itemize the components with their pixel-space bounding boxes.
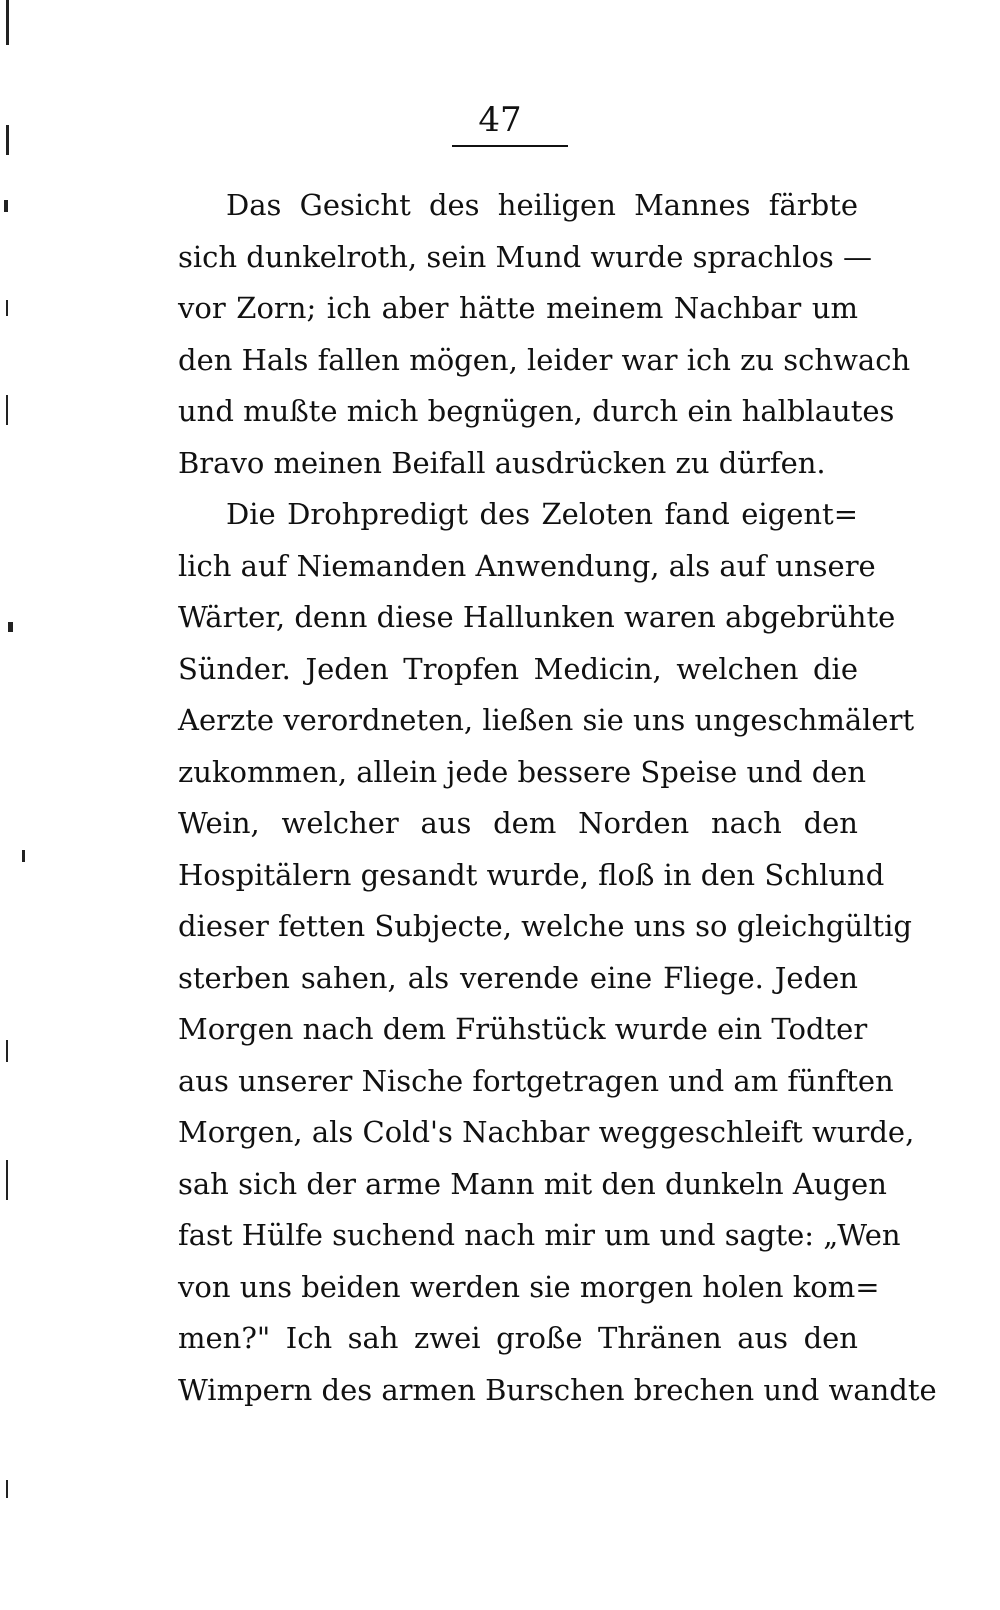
text-line: Wimpern des armen Burschen brechen und wandte	[178, 1372, 937, 1407]
scan-mark	[6, 0, 9, 45]
text-line: dieser fetten Subjecte, welche uns so gleichgültig	[178, 909, 912, 943]
scan-mark	[6, 1480, 8, 1498]
text-line: aus unserer Nische fortgetragen und am fünften	[178, 1063, 894, 1098]
text-line: und mußte mich begnügen, durch ein halblautes	[178, 394, 895, 428]
text-line: Bravo meinen Beifall ausdrücken zu dürfen.	[178, 445, 826, 480]
scan-mark	[6, 1160, 8, 1200]
text-line: Morgen, als Cold's Nachbar weggeschleift wurde,	[178, 1115, 915, 1149]
scan-mark	[8, 622, 13, 632]
scan-mark	[4, 200, 8, 212]
text-line: Das Gesicht des heiligen Mannes färbte	[226, 188, 858, 222]
text-line: sah sich der arme Mann mit den dunkeln Augen	[178, 1166, 887, 1201]
scan-mark	[6, 125, 9, 155]
body-text	[178, 180, 937, 1416]
text-line: vor Zorn; ich aber hätte meinem Nachbar um	[178, 291, 858, 325]
page-number: 47	[478, 100, 522, 140]
text-line: sterben sahen, als verende eine Fliege. Jeden	[178, 960, 858, 995]
text-line: den Hals fallen mögen, leider war ich zu schwach	[178, 342, 911, 377]
text-line: Morgen nach dem Frühstück wurde ein Todter	[178, 1012, 868, 1046]
scan-mark	[6, 395, 8, 425]
text-line: Sünder. Jeden Tropfen Medicin, welchen die	[178, 651, 858, 686]
text-line: lich auf Niemanden Anwendung, als auf unsere	[178, 548, 876, 583]
text-line: Die Drohpredigt des Zeloten fand eigent=	[226, 497, 858, 531]
text-line: von uns beiden werden sie morgen holen kom=	[178, 1269, 880, 1304]
text-line: Hospitälern gesandt wurde, floß in den Schlund	[178, 857, 885, 892]
text-line: Wein, welcher aus dem Norden nach den	[178, 806, 858, 840]
text-line: zukommen, allein jede bessere Speise und den	[178, 754, 867, 789]
scan-mark	[22, 850, 25, 862]
text-line: Aerzte verordneten, ließen sie uns ungeschmälert	[178, 703, 915, 737]
scan-mark	[6, 1040, 8, 1062]
scan-mark	[6, 300, 8, 316]
page-number-rule	[452, 145, 568, 147]
text-line: Wärter, denn diese Hallunken waren abgebrühte	[178, 600, 896, 634]
text-line: men?" Ich sah zwei große Thränen aus den	[178, 1321, 858, 1355]
text-line: sich dunkelroth, sein Mund wurde sprachlos —	[178, 239, 873, 274]
text-line: fast Hülfe suchend nach mir um und sagte: „Wen	[178, 1218, 901, 1252]
